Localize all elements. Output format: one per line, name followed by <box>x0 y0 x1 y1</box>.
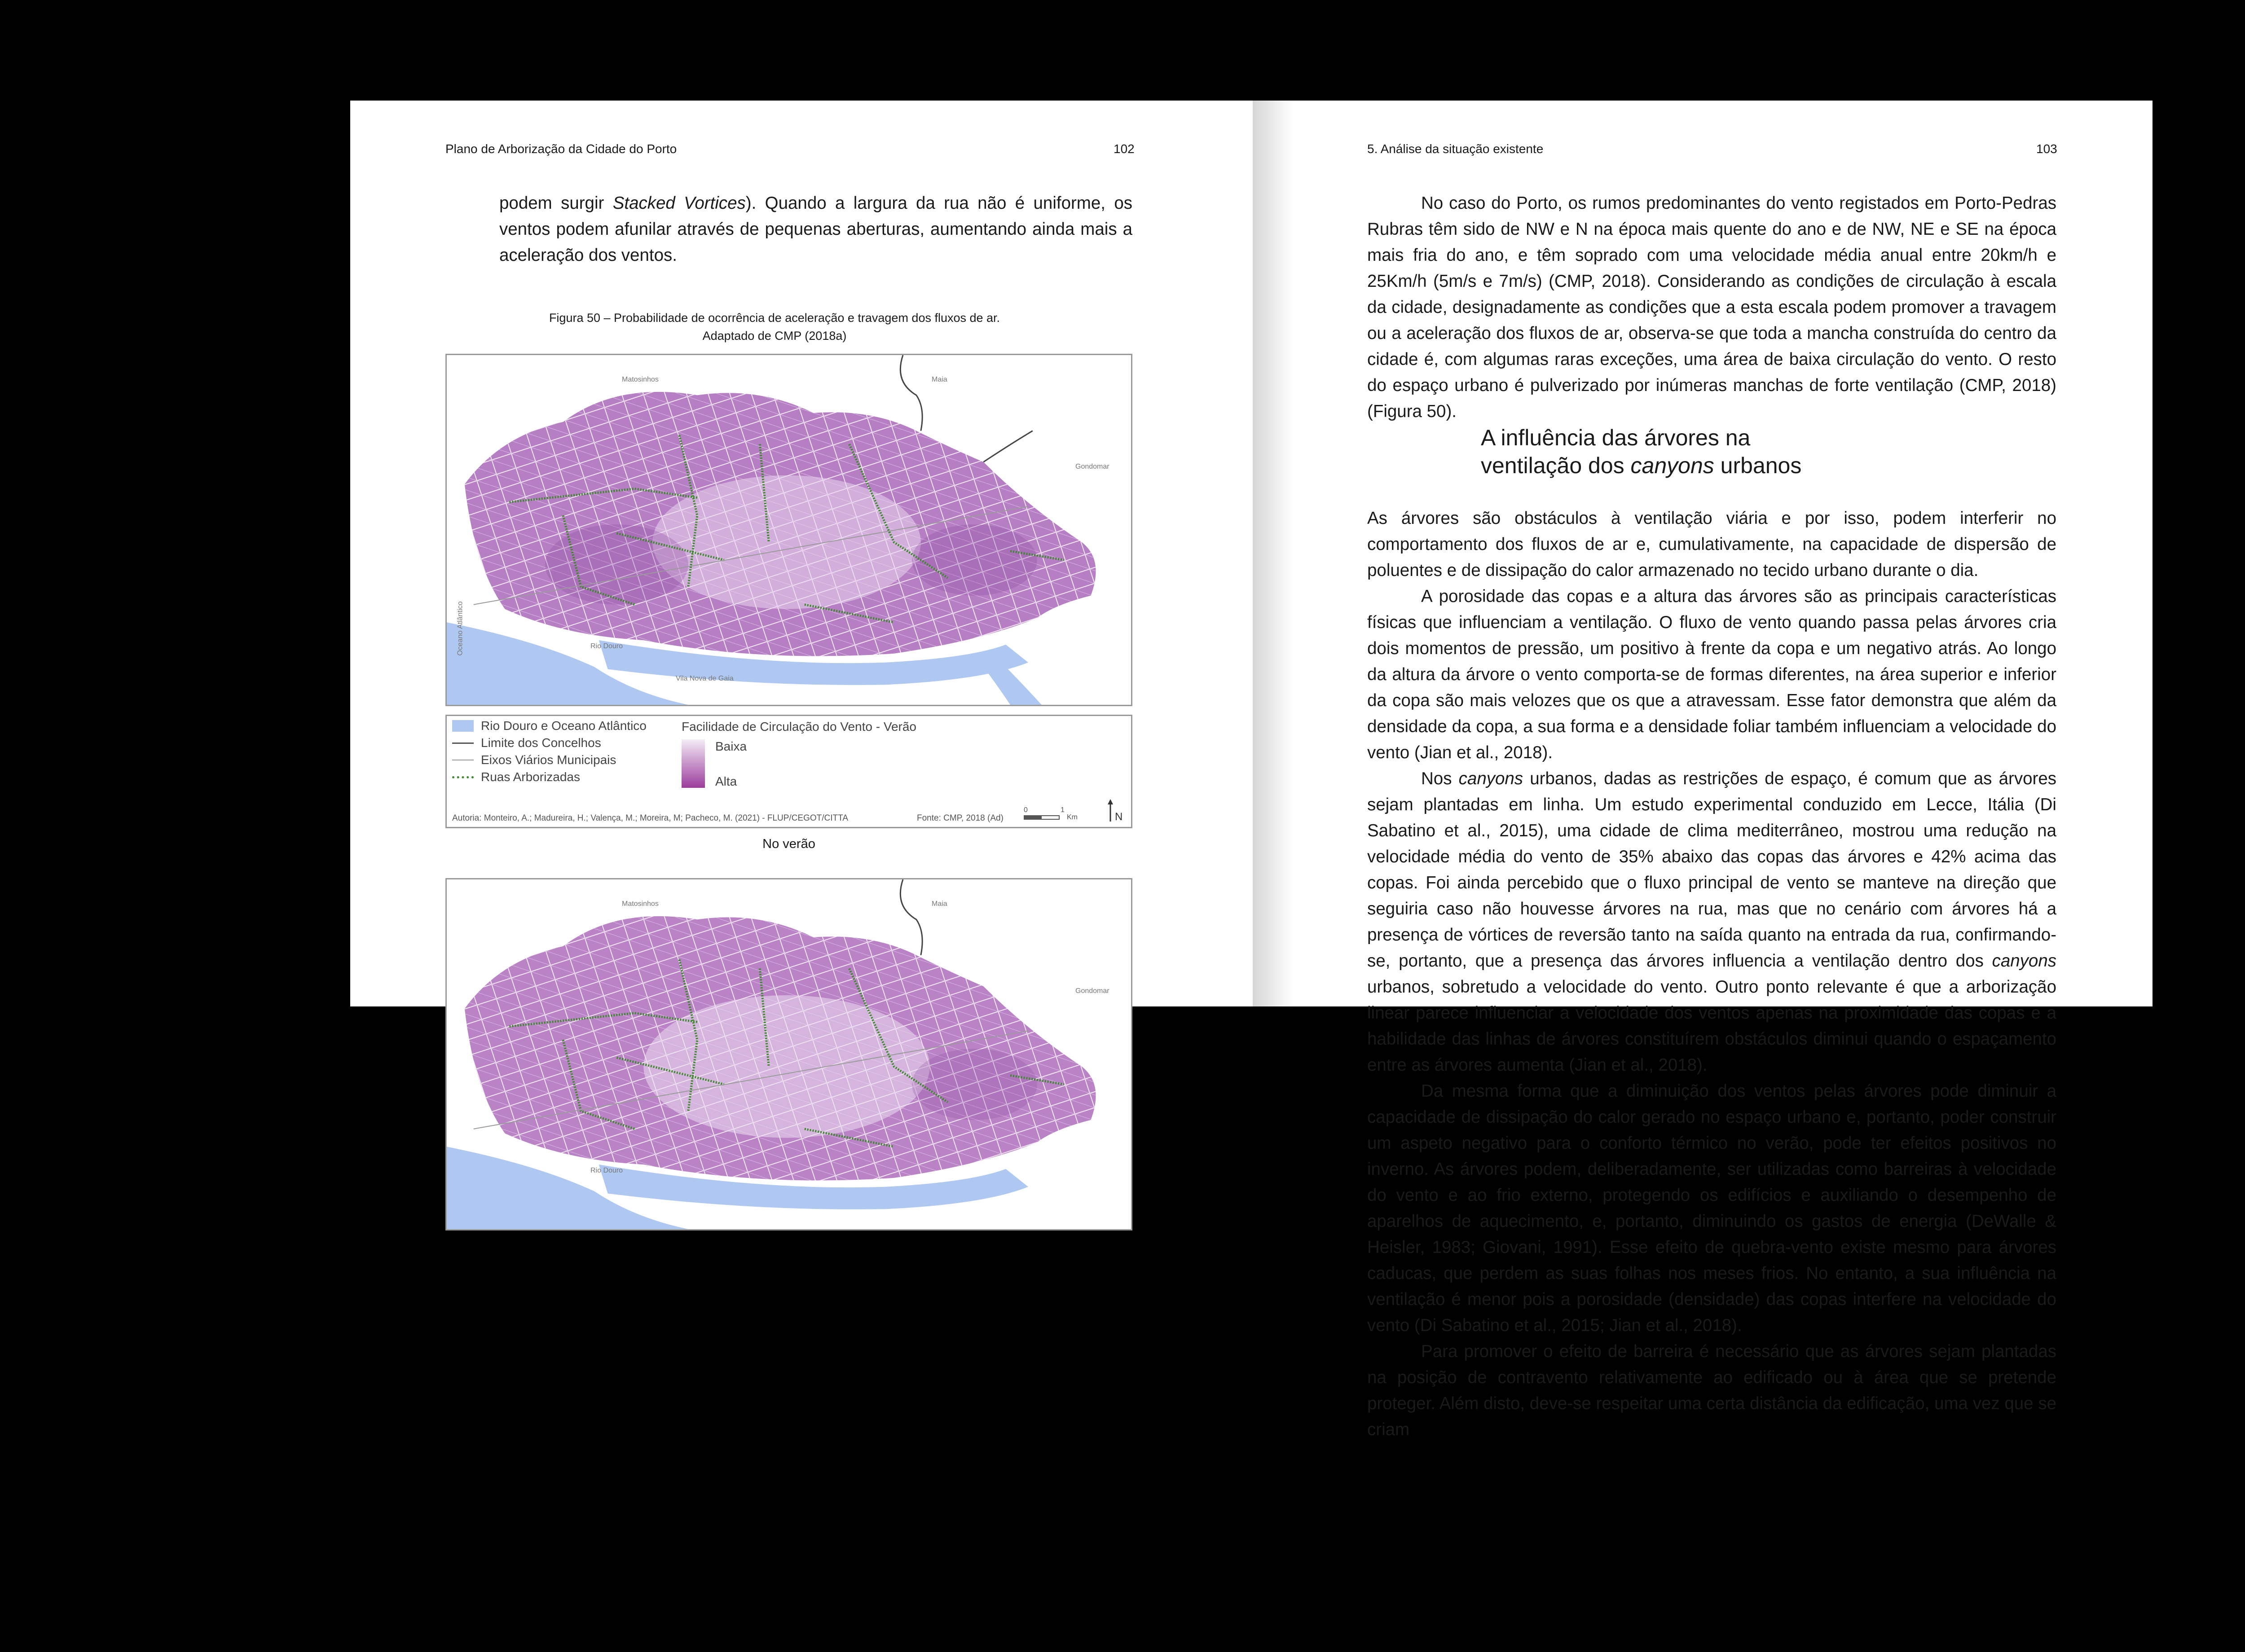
ramp-low-label: Baixa <box>715 739 747 753</box>
running-head: 5. Análise da situação existente <box>1367 142 1544 156</box>
ramp-high-label: Alta <box>715 774 737 788</box>
heading-line: A influência das árvores na <box>1481 425 1751 450</box>
place-label: Gondomar <box>1075 463 1109 470</box>
paragraph: Nos canyons urbanos, dadas as restrições de espaço, é comum que as árvores sejam plantadas em linha. Um estudo experimental conduzido em Lecce, Itália (Di Sabatino et al., 2015), uma cidade de clima mediterrâneo, mostrou uma redução na velocidade média do vento de 35% abaixo das copas das árvores e 42% acima das copas. Foi ainda percebido que o fluxo principal de vento se manteve na direção que seguiria caso não houvesse árvores na rua, mas que no cenário com árvores há a presença de vórtices de reversão tanto na saída quanto na entrada da rua, confirmando-se, portanto, que a presença das árvores influencia a ventilação dentro dos canyons urbanos, sobretudo a velocidade do vento. Outro ponto relevante é que a arborização linear parece influenciar a velocidade dos ventos apenas na proximidade das copas e a habilidade das linhas de árvores constituírem obstáculos diminui quando o espaçamento entre as árvores aumenta (Jian et al., 2018). <box>1367 769 2056 1075</box>
page-number: 102 <box>1114 142 1135 156</box>
summer-wind-map <box>445 354 1132 706</box>
running-head: Plano de Arborização da Cidade do Porto <box>445 142 677 156</box>
place-label: Rio Douro <box>590 1167 623 1174</box>
summer-map-graphic <box>447 355 1131 705</box>
paragraph: No caso do Porto, os rumos predominantes do vento registados em Porto-Pedras Rubras têm sido de NW e N na época mais quente do ano e de NW, NE e SE na época mais fria do ano, e têm soprado com uma velocidade média anual entre 20km/h e 25Km/h (5m/s e 7m/s) (CMP, 2018). Considerando as condições de circulação à escala da cidade, designadamente as condições que a esta escala podem promover a travagem ou a aceleração dos fluxos de ar, observa-se que toda a mancha construída do centro da cidade é, com algumas raras exceções, uma área de baixa circulação do vento. O resto do espaço urbano é pulverizado por inúmeras manchas de forte ventilação (CMP, 2018) (Figura 50). <box>1367 193 2056 421</box>
left-page <box>350 101 1253 1174</box>
winter-map-graphic <box>447 879 1131 1229</box>
scale-bar: 0 1 Km <box>1024 806 1078 821</box>
paragraph: Para promover o efeito de barreira é necessário que as árvores sejam plantadas na posição de contravento relativamente ao edificado ou à área que se pretende proteger. Além disto, deve-se respeitar uma certa distância da edificação, uma vez que se criam <box>1367 1342 2056 1439</box>
north-arrow-icon: N <box>1107 798 1125 823</box>
legend-title: Facilidade de Circulação do Vento - Verão <box>682 720 916 734</box>
legend-limits: Limite dos Concelhos <box>452 736 601 750</box>
page-number: 103 <box>2036 142 2057 156</box>
place-label: Rio Douro <box>590 642 623 650</box>
figure-caption-line: Figura 50 – Probabilidade de ocorrência de aceleração e travagem dos fluxos de ar. <box>549 311 1000 325</box>
color-ramp <box>682 739 705 788</box>
body-text-main <box>1367 505 2056 1443</box>
paragraph: As árvores são obstáculos à ventilação viária e por isso, podem interferir no comportamento dos fluxos de ar e, cumulativamente, na capacidade de dispersão de poluentes e de dissipação do calor armazenado no tecido urbano durante o dia. <box>1367 509 2056 580</box>
legend-water: Rio Douro e Oceano Atlântico <box>452 719 647 733</box>
map-credit: Autoria: Monteiro, A.; Madureira, H.; Valença, M.; Moreira, M; Pacheco, M. (2021) - FLUP/CEGOT/CITTA <box>452 813 849 823</box>
place-label: Maia <box>932 900 947 908</box>
intro-paragraph: podem surgir Stacked Vortices). Quando a largura da rua não é uniforme, os ventos podem afunilar através de pequenas aberturas, aumentando ainda mais a aceleração dos ventos. <box>499 193 1132 265</box>
paragraph: A porosidade das copas e a altura das árvores são as principais características físicas que influenciam a ventilação. O fluxo de vento quando passa pelas árvores cria dois momentos de pressão, um positivo à frente da copa e um negativo atrás. Ao longo da altura da árvore o vento comporta-se de formas diferentes, na área superior e inferior da copa são mais velozes que os que a atravessam. Esse fator demonstra que além da densidade da copa, a sua forma e a densidade foliar também influenciam a velocidade do vento (Jian et al., 2018). <box>1367 587 2056 762</box>
figure-caption-source: Adaptado de CMP (2018a) <box>702 329 847 343</box>
heading-line: ventilação dos canyons urbanos <box>1481 453 1802 478</box>
place-label: Gondomar <box>1075 987 1109 995</box>
map-source: Fonte: CMP, 2018 (Ad) <box>917 813 1004 823</box>
winter-wind-map <box>445 878 1132 1230</box>
section-heading <box>1481 424 1801 479</box>
legend-roads: Eixos Viários Municipais <box>452 753 616 767</box>
place-label: Oceano Atlântico <box>456 601 464 656</box>
place-label: Vila Nova de Gaia <box>676 675 734 682</box>
body-text-top <box>1367 190 2056 425</box>
summer-sublabel: No verão <box>762 837 815 851</box>
place-label: Matosinhos <box>622 900 659 908</box>
figure-caption <box>431 309 1118 345</box>
place-label: Matosinhos <box>622 376 659 383</box>
legend-trees: Ruas Arborizadas <box>452 770 580 784</box>
summer-map-legend <box>445 715 1132 828</box>
right-page <box>1253 101 2153 1439</box>
paragraph: Da mesma forma que a diminuição dos ventos pelas árvores pode diminuir a capacidade de dissipação do calor gerado no espaço urbano e, portanto, poder construir um aspeto negativo para o conforto térmico no verão, pode ter efeitos positivos no inverno. As árvores podem, deliberadamente, ser utilizadas como barreiras à velocidade do vento e ao frio externo, protegendo os edifícios e auxiliando o desempenho de aparelhos de aquecimento, e, portanto, diminuindo os gastos de energia (DeWalle & Heisler, 1983; Giovani, 1991). Esse efeito de quebra-vento existe mesmo para árvores caducas, que perdem as suas folhas nos meses frios. No entanto, a sua influência na ventilação é menor pois a porosidade (densidade) das copas interfere na velocidade do vento (Di Sabatino et al., 2015; Jian et al., 2018). <box>1367 1081 2056 1335</box>
place-label: Maia <box>932 376 947 383</box>
